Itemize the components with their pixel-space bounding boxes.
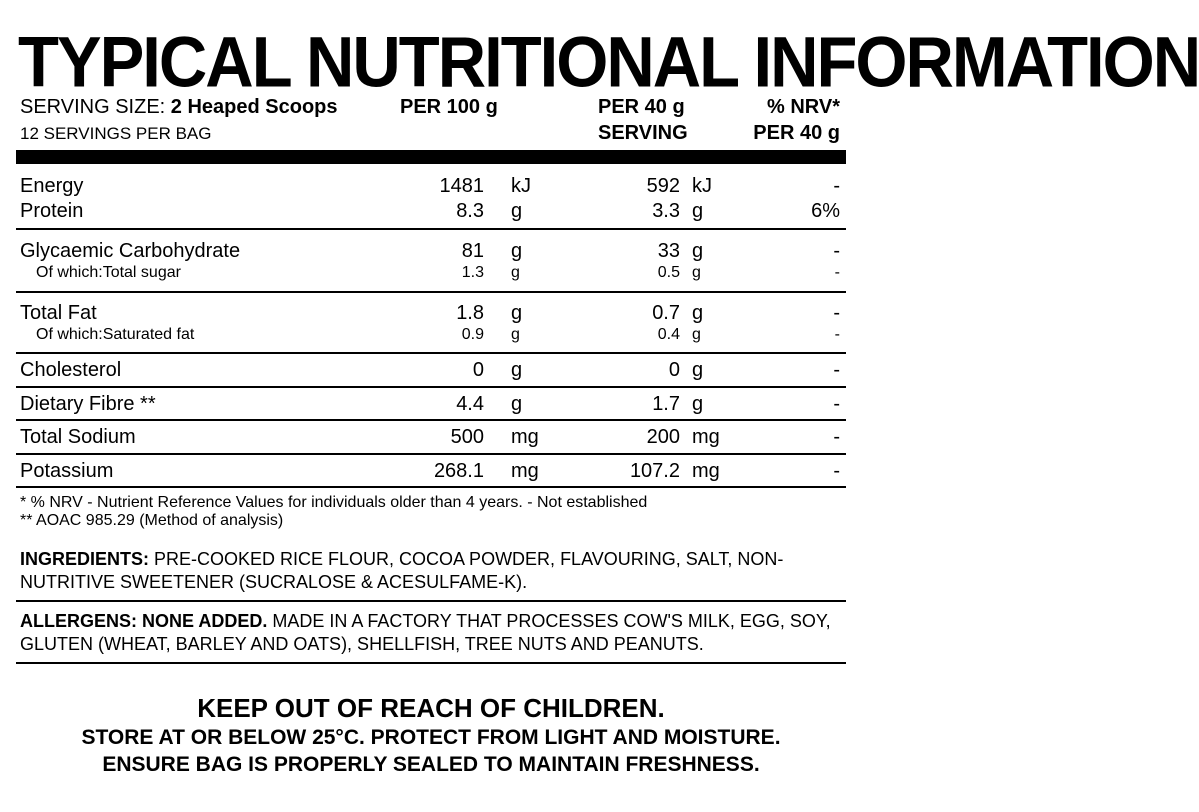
footnote-nrv: * % NRV - Nutrient Reference Values for individuals older than 4 years. - Not established [20,494,648,511]
row-label: Total Sodium [20,426,136,448]
allergens-text: MADE IN A FACTORY THAT PROCESSES COW'S MILK, EGG, SOY, GLUTEN (WHEAT, BARLEY AND OATS), SHELLFISH, TREE NUTS AND PEANUTS. [20,611,831,654]
serving-size [20,95,338,119]
table-row [0,301,862,325]
row-divider [16,453,846,455]
row-label: Cholesterol [20,359,122,381]
row-divider [16,228,846,230]
serving-size-label: SERVING SIZE: [20,96,166,118]
allergens-label: ALLERGENS: NONE ADDED. [20,611,268,631]
unit-per-40g: mg [692,460,720,482]
unit-per-40g: g [692,326,701,343]
table-row [0,326,862,344]
row-label: Glycaemic Carbohydrate [20,240,241,262]
row-label: Of which:Total sugar [36,264,181,281]
ingredients-section [20,548,846,594]
nrv-value: 6% [811,200,840,222]
value-per-100g: 4.4 [456,393,484,415]
value-per-40g: 33 [657,240,680,262]
value-per-40g: 592 [646,175,680,197]
value-per-40g: 0.5 [657,264,680,281]
nrv-value: - [834,326,840,343]
value-per-100g: 1.3 [461,264,484,281]
value-per-40g: 0.7 [652,302,680,324]
value-per-40g: 0 [668,359,680,381]
value-per-100g: 268.1 [433,460,484,482]
unit-per-100g: g [511,200,523,222]
allergens-section [20,610,846,656]
column-nrv: % NRV* [767,96,840,118]
ingredients-text: PRE-COOKED RICE FLOUR, COCOA POWDER, FLAVOURING, SALT, NON-NUTRITIVE SWEETENER (SUCRALOSE & ACESULFAME-K). [20,549,784,592]
unit-per-40g: g [692,240,704,262]
unit-per-100g: g [511,240,523,262]
row-label: Of which:Saturated fat [36,326,195,343]
unit-per-100g: mg [511,460,539,482]
unit-per-40g: g [692,264,701,281]
value-per-100g: 0 [472,359,484,381]
footnote-aoac: ** AOAC 985.29 (Method of analysis) [20,512,284,529]
row-label: Dietary Fibre ** [20,393,156,415]
unit-per-40g: g [692,359,704,381]
unit-per-40g: g [692,302,704,324]
nrv-value: - [833,175,840,197]
table-row [0,174,862,198]
value-per-100g: 500 [450,426,484,448]
row-label: Potassium [20,460,114,482]
unit-per-40g: kJ [692,175,712,197]
row-divider [16,486,846,488]
value-per-40g: 0.4 [657,326,680,343]
table-row [0,358,862,382]
unit-per-40g: mg [692,426,720,448]
header-divider [16,150,846,164]
row-divider [16,419,846,421]
ingredients-label: INGREDIENTS: [20,549,150,569]
row-label: Protein [20,200,84,222]
table-row [0,425,862,449]
unit-per-100g: g [511,264,520,281]
nrv-value: - [833,460,840,482]
unit-per-100g: g [511,393,523,415]
servings-per-bag: 12 SERVINGS PER BAG [20,124,212,143]
nrv-value: - [833,302,840,324]
nrv-value: - [833,393,840,415]
section-divider [16,662,846,664]
table-row [0,199,862,223]
nrv-value: - [834,264,840,281]
unit-per-100g: g [511,326,520,343]
value-per-40g: 107.2 [629,460,680,482]
value-per-100g: 0.9 [461,326,484,343]
table-row [0,239,862,263]
nrv-value: - [833,240,840,262]
row-divider [16,352,846,354]
row-label: Total Fat [20,302,97,324]
value-per-100g: 1481 [439,175,484,197]
serving-size-value: 2 Heaped Scoops [170,96,338,118]
column-per-100g: PER 100 g [400,96,498,118]
value-per-100g: 81 [461,240,484,262]
table-row [0,392,862,416]
nrv-value: - [833,359,840,381]
warning-seal: ENSURE BAG IS PROPERLY SEALED TO MAINTAIN FRESHNESS. [102,753,760,776]
row-divider [16,291,846,293]
section-divider [16,600,846,602]
column-nrv-per-40g: PER 40 g [753,122,840,144]
unit-per-100g: mg [511,426,539,448]
value-per-40g: 3.3 [652,200,680,222]
column-serving: SERVING [598,122,688,144]
value-per-100g: 1.8 [456,302,484,324]
unit-per-100g: g [511,359,523,381]
nrv-value: - [833,426,840,448]
table-row [0,459,862,483]
page-title: TYPICAL NUTRITIONAL INFORMATION [18,22,1199,103]
value-per-40g: 1.7 [652,393,680,415]
unit-per-40g: g [692,200,704,222]
warning-children: KEEP OUT OF REACH OF CHILDREN. [197,693,665,723]
warning-storage: STORE AT OR BELOW 25°C. PROTECT FROM LIGHT AND MOISTURE. [81,726,781,749]
unit-per-100g: g [511,302,523,324]
column-per-40g: PER 40 g [598,96,685,118]
row-divider [16,386,846,388]
value-per-100g: 8.3 [456,200,484,222]
value-per-40g: 200 [646,426,680,448]
unit-per-40g: g [692,393,704,415]
table-row [0,264,862,282]
row-label: Energy [20,175,84,197]
unit-per-100g: kJ [511,175,531,197]
